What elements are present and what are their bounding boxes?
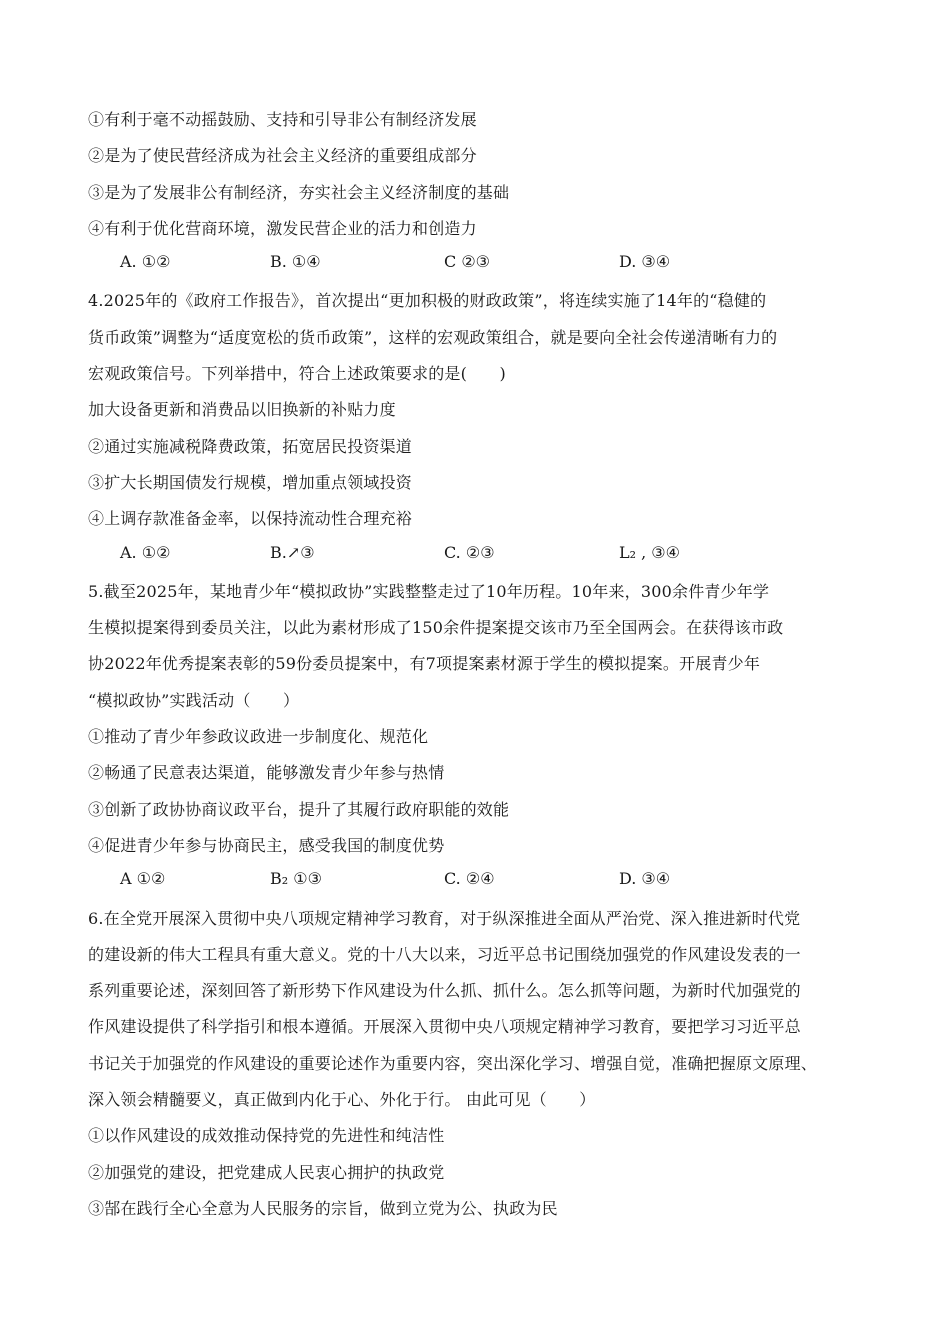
q6-option-1: ①以作风建设的成效推动保持党的先进性和纯洁性 xyxy=(88,1126,445,1146)
q6-stem-line-1: 6.在全党开展深入贯彻中央八项规定精神学习教育，对于纵深推进全面从严治党、深入推进新时代党 xyxy=(88,908,801,928)
q4-stem-line-2: 货币政策”调整为“适度宽松的货币政策”，这样的宏观政策组合，就是要向全社会传递清晰有力的 xyxy=(88,327,778,347)
q3-option-2: ②是为了使民营经济成为社会主义经济的重要组成部分 xyxy=(88,146,477,166)
q5-choice-a: A ①② xyxy=(120,869,166,889)
q4-choice-d: L₂ , ③④ xyxy=(619,542,680,562)
q4-choice-a: A. ①② xyxy=(120,542,171,562)
q3-choice-c: C ②③ xyxy=(444,252,491,272)
q5-choice-d: D. ③④ xyxy=(619,869,671,889)
exam-page xyxy=(88,102,878,1227)
q3-choice-b: B. ①④ xyxy=(270,252,321,272)
q3-option-4: ④有利于优化营商环境，激发民营企业的活力和创造力 xyxy=(88,218,477,238)
q6-stem-line-3: 系列重要论述，深刻回答了新形势下作风建设为什么抓、抓什么。怎么抓等问题，为新时代加强党的 xyxy=(88,981,801,1001)
q6-option-2: ②加强党的建设，把党建成人民衷心拥护的执政党 xyxy=(88,1162,445,1182)
q3-option-3: ③是为了发展非公有制经济，夯实社会主义经济制度的基础 xyxy=(88,182,510,202)
q4-option-3: ③扩大长期国债发行规模，增加重点领域投资 xyxy=(88,472,413,492)
q4-choice-b: B.↗③ xyxy=(270,542,315,562)
q4-option-4: ④上调存款准备金率，以保持流动性合理充裕 xyxy=(88,509,413,529)
q5-choice-c: C. ②④ xyxy=(444,869,495,889)
q6-stem-line-5: 书记关于加强党的作风建设的重要论述作为重要内容，突出深化学习、增强自觉，准确把握原文原理、 xyxy=(88,1053,818,1073)
q4-choice-c: C. ②③ xyxy=(444,542,495,562)
q3-choice-d: D. ③④ xyxy=(619,252,671,272)
q4-stem-line-1: 4.2025年的《政府工作报告》，首次提出“更加积极的财政政策”，将连续实施了14年的“稳健的 xyxy=(88,291,767,311)
q6-option-3: ③郜在践行全心全意为人民服务的宗旨，做到立党为公、执政为民 xyxy=(88,1198,558,1218)
q4-stem-line-3: 宏观政策信号。下列举措中，符合上述政策要求的是( ) xyxy=(88,364,506,384)
q5-option-4: ④促进青少年参与协商民主，感受我国的制度优势 xyxy=(88,835,445,855)
q5-stem-line-4: “模拟政协”实践活动（ ） xyxy=(88,690,300,710)
q6-stem-line-6: 深入领会精髓要义，真正做到内化于心、外化于行。 由此可见（ ） xyxy=(88,1090,596,1110)
q3-choice-a: A. ①② xyxy=(120,252,171,272)
q3-choices xyxy=(88,247,878,283)
q5-option-2: ②畅通了民意表达渠道，能够激发青少年参与热情 xyxy=(88,763,445,783)
q6-stem-line-4: 作风建设提供了科学指引和根本遵循。开展深入贯彻中央八项规定精神学习教育，要把学习习近平总 xyxy=(88,1017,801,1037)
q3-option-1: ①有利于毫不动摇鼓励、支持和引导非公有制经济发展 xyxy=(88,110,477,129)
q6-stem-line-2: 的建设新的伟大工程具有重大意义。党的十八大以来，习近平总书记围绕加强党的作风建设发表的一 xyxy=(88,944,801,964)
q5-stem-line-3: 协2022年优秀提案表彰的59份委员提案中，有7项提案素材源于学生的模拟提案。开展青少年 xyxy=(88,654,761,674)
q4-option-2: ②通过实施减税降费政策，拓宽居民投资渠道 xyxy=(88,436,413,456)
q5-stem-line-2: 生模拟提案得到委员关注，以此为素材形成了150余件提案提交该市乃至全国两会。在获得该市政 xyxy=(88,618,784,638)
q5-stem-line-1: 5.截至2025年，某地青少年“模拟政协”实践整整走过了10年历程。10年来，300余件青少年学 xyxy=(88,581,770,601)
q5-choice-b: B₂ ①③ xyxy=(270,869,322,889)
q4-option-1: 加大设备更新和消费品以旧换新的补贴力度 xyxy=(88,400,396,420)
q5-option-1: ①推动了青少年参政议政进一步制度化、规范化 xyxy=(88,727,429,747)
q5-choices xyxy=(88,864,878,900)
q5-option-3: ③创新了政协协商议政平台，提升了其履行政府职能的效能 xyxy=(88,799,510,819)
q4-choices xyxy=(88,538,878,574)
